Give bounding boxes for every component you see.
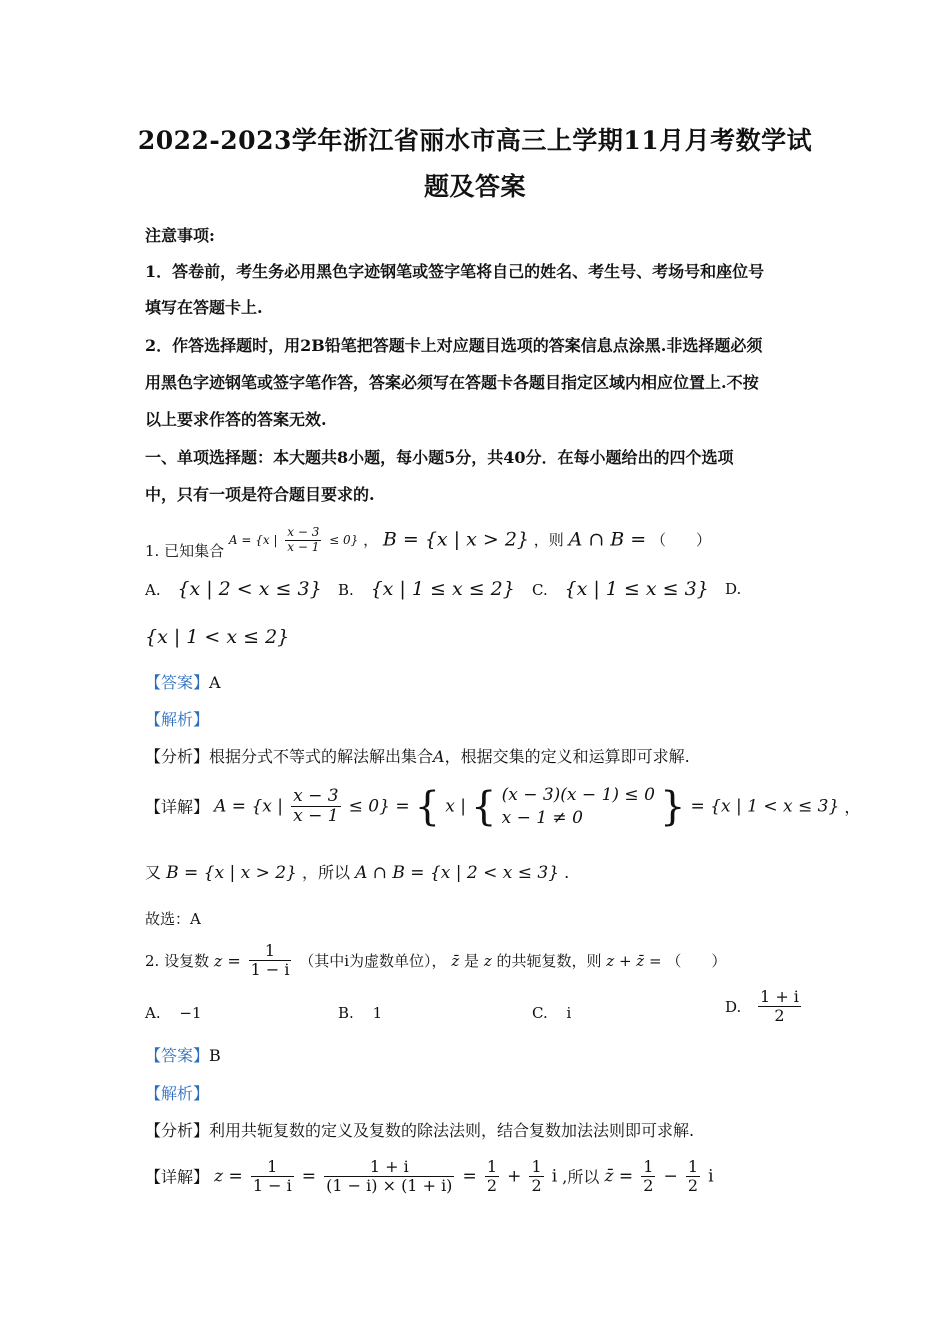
q1-option-c-label: C.: [532, 581, 548, 599]
q2-option-d-frac: [758, 988, 801, 1026]
q2-detail-f5n: 1: [643, 1157, 654, 1176]
q1-setB: B = {x | x > 2}: [382, 528, 529, 551]
q1-guxuan: 故选：A: [145, 910, 201, 928]
q1-option-c: [532, 578, 709, 601]
q2-option-b-value: 1: [372, 1004, 383, 1022]
q1-setA-frac: [285, 526, 321, 555]
q2-detail-f3n: 1: [486, 1157, 498, 1176]
q2-fenxi: [145, 1121, 694, 1140]
q2-detail-f3d: 2: [486, 1176, 498, 1196]
q2-option-a-label: A.: [145, 1004, 161, 1022]
q2-detail-f1n: 1: [251, 1158, 294, 1177]
q2-detail-so: ,所以: [562, 1167, 600, 1187]
q2-detail-eq2: =: [462, 1166, 477, 1187]
q1-fenxi-var: A: [433, 747, 445, 766]
q1-option-d-value-line: [145, 626, 289, 649]
q2-detail-eq1: =: [301, 1166, 317, 1187]
q2-detail-f4n: 1: [531, 1157, 542, 1176]
q1-fenxi-text2: ，根据交集的定义和运算即可求解.: [444, 747, 690, 766]
q2-option-d: [725, 988, 804, 1026]
q1-option-c-value: {x | 1 ≤ x ≤ 3}: [564, 578, 709, 600]
q1-setA-left: A = {x |: [228, 532, 278, 547]
q1-stem: [145, 520, 711, 560]
q1-option-d: [725, 580, 741, 598]
q1-option-d-value: {x | 1 < x ≤ 2}: [145, 626, 290, 648]
q1-detail-right-brace: }: [659, 783, 686, 830]
q1-answer: [145, 673, 221, 692]
q1-option-b-label: B.: [338, 581, 354, 599]
q2-detail-frac4: [529, 1158, 543, 1196]
q2-answer-tag: 【答案】: [145, 1046, 210, 1065]
q2-detail-f6d: 2: [687, 1176, 698, 1196]
q1-detail-comma: ，: [844, 797, 861, 817]
q2-stem: [145, 942, 726, 980]
q1-then: ，则: [533, 531, 564, 549]
notice-item2-line3: 以上要求作答的答案无效.: [145, 410, 327, 429]
q2-detail-frac6: [686, 1158, 700, 1196]
q1-detail-den: x − 1: [293, 806, 339, 827]
q2-fenxi-text: 利用共轭复数的定义及复数的除法法则，结合复数加法法则即可求解.: [209, 1121, 695, 1140]
notice-item2-line1: 2．作答选择题时，用2B铅笔把答题卡上对应题目选项的答案信息点涂黑.非选择题必须: [145, 336, 763, 355]
q2-option-a: [145, 1004, 202, 1022]
q2-detail-f2d: (1 − i) × (1 + i): [326, 1176, 453, 1196]
q1-answer-value: A: [209, 673, 221, 692]
q1-option-b: [338, 578, 515, 601]
q1-answer-tag: 【答案】: [145, 673, 210, 692]
q2-detail-frac3: [485, 1158, 499, 1196]
q2-detail-minus: −: [663, 1166, 678, 1187]
q2-option-d-den: 2: [774, 1006, 785, 1026]
q2-detail-f2n: 1 + i: [324, 1158, 454, 1177]
q2-detail-i2: i: [708, 1166, 714, 1187]
q2-expr: z + z̄ =: [606, 951, 662, 970]
q1-option-d-label: D.: [725, 580, 742, 598]
q1-option-a-value: {x | 2 < x ≤ 3}: [177, 578, 322, 600]
q2-z-eq: z =: [213, 951, 241, 971]
q1-detail-frac: [291, 787, 340, 827]
q2-option-d-label: D.: [725, 997, 742, 1016]
q1-also-mid: ，所以: [301, 863, 350, 882]
q1-sep: ，: [363, 531, 379, 549]
q2-detail-f1d: 1 − i: [252, 1176, 292, 1196]
notice-item1-line1: 1．答卷前，考生务必用黑色字迹钢笔或签字笔将自己的姓名、考生号、考场号和座位号: [145, 262, 765, 281]
q1-detail-result: = {x | 1 < x ≤ 3}: [690, 796, 840, 817]
q2-frac: [249, 942, 292, 980]
q1-also-B: B = {x | x > 2}: [166, 863, 297, 883]
notice-item2-line2: 用黑色字迹钢笔或签字笔作答，答案必须写在答题卡各题目指定区域内相应位置上.不按: [145, 373, 759, 392]
q1-fenxi: [145, 747, 690, 766]
q1-detail-x: x |: [445, 796, 466, 817]
q2-paren: （ ）: [666, 951, 727, 970]
q2-detail-plus: +: [507, 1166, 522, 1187]
notice-heading: 注意事项:: [145, 226, 215, 245]
q2-detail-i: i: [551, 1166, 558, 1187]
q2-option-c: [532, 1004, 571, 1022]
q1-detail-left-brace: {: [414, 783, 441, 830]
q1-also: [145, 863, 569, 883]
q1-detail-sys1: (x − 3)(x − 1) ≤ 0: [501, 785, 655, 805]
q1-detail-system-brace: {: [471, 783, 497, 830]
q1-prefix: 1. 已知集合: [145, 542, 225, 560]
q1-jiexi-tag: 【解析】: [145, 710, 210, 729]
q2-detail-z: z =: [214, 1166, 243, 1187]
q1-detail-system: [502, 784, 655, 830]
q2-conj: 的共轭复数，则: [496, 951, 602, 970]
q2-detail-f6n: 1: [687, 1157, 698, 1176]
q1-setA-num: x − 3: [287, 524, 320, 539]
q1-option-a-label: A.: [145, 581, 161, 599]
q2-fenxi-tag: 【分析】: [145, 1121, 210, 1140]
q1-setA-den: x − 1: [287, 539, 320, 554]
q1-fenxi-text: 根据分式不等式的解法解出集合: [209, 747, 434, 766]
q1-also-result: A ∩ B = {x | 2 < x ≤ 3}: [355, 863, 560, 883]
q2-detail-frac5: [641, 1158, 655, 1196]
q1-setA-right: ≤ 0}: [329, 532, 359, 547]
q2-detail-f5d: 2: [643, 1176, 654, 1196]
q2-option-a-value: −1: [179, 1004, 202, 1022]
q2-option-d-num: 1 + i: [760, 987, 799, 1006]
q2-note: （其中i为虚数单位），: [299, 951, 447, 970]
q2-jiexi-tag: 【解析】: [145, 1084, 210, 1103]
doc-title-line2: 题及答案: [423, 172, 526, 201]
q2-detail-f4d: 2: [531, 1176, 542, 1196]
q2-num: 1: [249, 942, 292, 961]
q2-option-c-value: i: [566, 1004, 572, 1022]
q1-paren: （ ）: [651, 531, 712, 549]
q2-zbar: z̄: [451, 951, 460, 970]
q2-option-b: [338, 1004, 382, 1022]
q1-detail-A: A = {x |: [214, 796, 283, 817]
q2-detail-zbar: z̄ =: [604, 1166, 634, 1187]
q2-answer-value: B: [209, 1046, 221, 1065]
q1-detail-le0: ≤ 0} =: [348, 796, 410, 817]
q1-option-a: [145, 578, 322, 601]
q2-detail-frac1: [251, 1158, 294, 1196]
q1-also-prefix: 又: [145, 863, 162, 882]
q1-also-end: .: [564, 863, 570, 882]
q1-detail: [145, 784, 860, 830]
q1-option-b-value: {x | 1 ≤ x ≤ 2}: [370, 578, 515, 600]
q2-detail-tag: 【详解】: [145, 1167, 210, 1187]
q2-z: z: [483, 951, 492, 970]
section1-line2: 中，只有一项是符合题目要求的.: [145, 485, 375, 504]
q2-option-b-label: B.: [338, 1004, 354, 1022]
q1-fenxi-tag: 【分析】: [145, 747, 210, 766]
doc-title-line1: 2022-2023学年浙江省丽水市高三上学期11月月考数学试: [137, 126, 813, 155]
section1-line1: 一、单项选择题：本大题共8小题，每小题5分，共40分．在每小题给出的四个选项: [145, 448, 734, 467]
q2-answer: [145, 1046, 221, 1065]
q1-expr: A ∩ B =: [568, 528, 647, 551]
q2-detail-frac2: [324, 1158, 454, 1196]
q1-detail-tag: 【详解】: [145, 797, 210, 817]
q1-detail-sys2: x − 1 ≠ 0: [501, 807, 583, 828]
notice-item1-line2: 填写在答题卡上.: [145, 298, 263, 317]
q1-detail-num: x − 3: [293, 785, 339, 806]
q2-option-c-label: C.: [532, 1004, 548, 1022]
q2-den: 1 − i: [250, 960, 290, 980]
q2-detail: [145, 1158, 714, 1196]
q2-prefix: 2. 设复数: [145, 951, 210, 970]
q2-shi: 是: [464, 951, 480, 970]
